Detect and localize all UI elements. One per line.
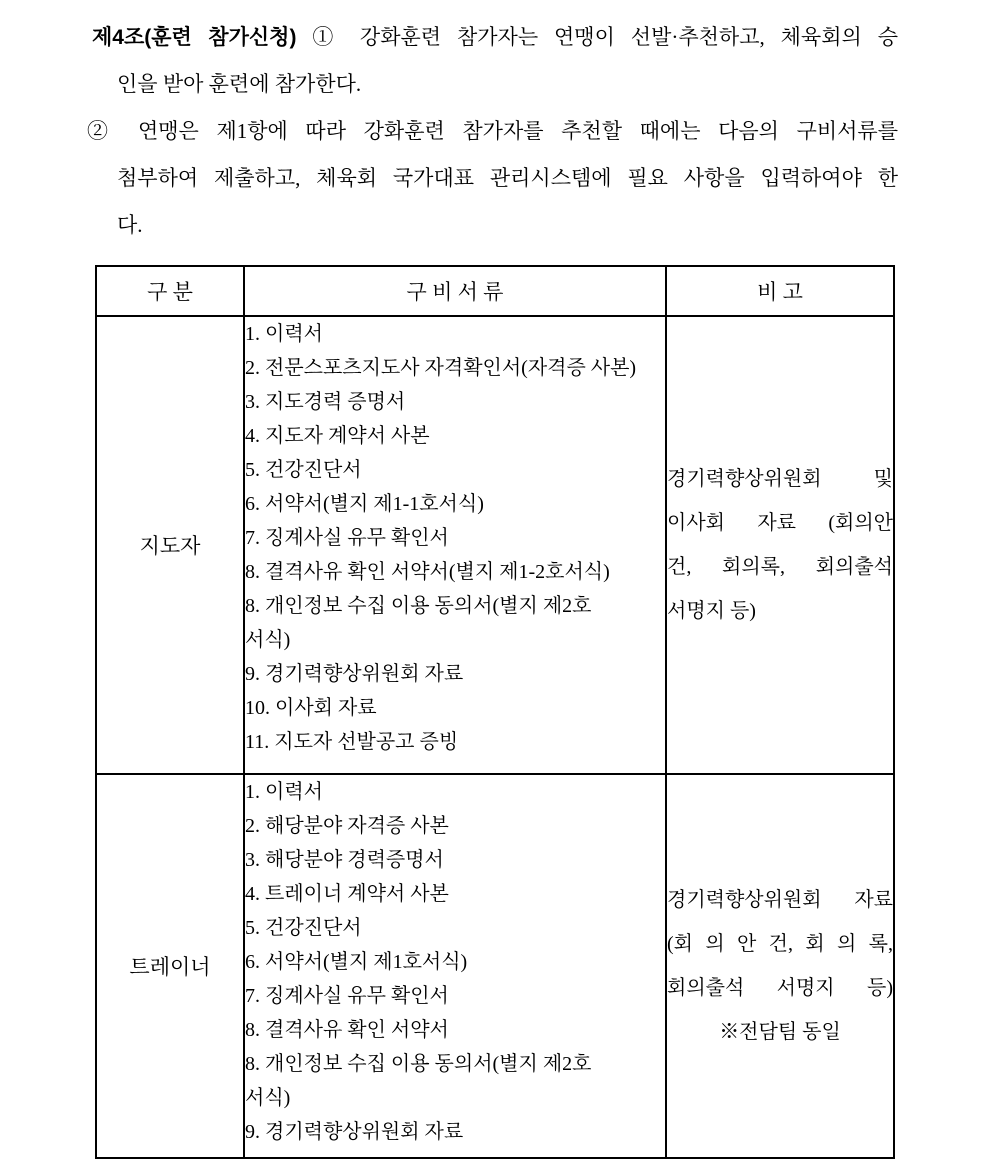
document-line: 5. 건강진단서 — [245, 459, 362, 481]
document-line: 4. 지도자 계약서 사본 — [245, 425, 430, 447]
document-line: 서식) — [245, 629, 291, 651]
document-line: 2. 해당분야 자격증 사본 — [245, 815, 449, 837]
document-line: 9. 경기력향상위원회 자료 — [245, 1121, 464, 1143]
document-line: 1. 이력서 — [245, 781, 323, 803]
remarks-list — [667, 457, 893, 633]
document-line: 4. 트레이너 계약서 사본 — [245, 883, 449, 905]
paragraph-text: ① 강화훈련 참가자는 연맹이 선발·추천하고, 체육회의 승 — [312, 25, 898, 49]
documents-list — [245, 775, 665, 1149]
document-line: 5. 건강진단서 — [245, 917, 362, 939]
category-cell-coach: 지도자 — [96, 316, 244, 774]
paragraph-line: ② 연맹은 제1항에 따라 강화훈련 참가자를 추천할 때에는 다음의 구비서류를 — [87, 119, 898, 143]
remark-line: 서명지 등) — [667, 600, 756, 622]
document-line: 7. 징계사실 유무 확인서 — [245, 527, 449, 549]
article-paragraphs — [87, 14, 898, 249]
document-line: 6. 서약서(별지 제1호서식) — [245, 951, 468, 973]
required-documents-table — [95, 265, 895, 1159]
document-line: 3. 해당분야 경력증명서 — [245, 849, 444, 871]
table-row-trainer — [96, 774, 894, 1158]
paragraph-line: 다. — [117, 213, 143, 237]
remark-line: (회 의 안 건, 회 의 록, — [667, 933, 893, 955]
document-line: 1. 이력서 — [245, 323, 323, 345]
table-header-category: 구 분 — [96, 266, 244, 316]
paragraph-line — [92, 14, 898, 61]
table-header-remarks: 비 고 — [666, 266, 894, 316]
document-line: 7. 징계사실 유무 확인서 — [245, 985, 449, 1007]
remarks-cell-trainer — [666, 774, 894, 1158]
remark-line: 건, 회의록, 회의출석 — [667, 556, 893, 578]
remark-line: 회의출석 서명지 등) — [667, 977, 893, 999]
table-header-row — [96, 266, 894, 316]
document-line: 2. 전문스포츠지도사 자격확인서(자격증 사본) — [245, 357, 637, 379]
documents-cell-trainer — [244, 774, 666, 1158]
remarks-list — [667, 878, 893, 1054]
paragraph-line: 첨부하여 제출하고, 체육회 국가대표 관리시스템에 필요 사항을 입력하여야 한 — [117, 166, 898, 190]
document-line: 서식) — [245, 1087, 291, 1109]
document-line: 9. 경기력향상위원회 자료 — [245, 663, 464, 685]
documents-list — [245, 317, 665, 759]
document-line: 10. 이사회 자료 — [245, 697, 377, 719]
documents-cell-coach — [244, 316, 666, 774]
document-line: 3. 지도경력 증명서 — [245, 391, 406, 413]
article-heading: 제4조(훈련 참가신청) — [92, 26, 297, 49]
document-line: 8. 개인정보 수집 이용 동의서(별지 제2호 — [245, 1053, 592, 1075]
table-header-documents: 구 비 서 류 — [244, 266, 666, 316]
remark-line: 경기력향상위원회 및 — [667, 468, 893, 490]
document-line: 8. 결격사유 확인 서약서(별지 제1-2호서식) — [245, 561, 610, 583]
document-line: 6. 서약서(별지 제1-1호서식) — [245, 493, 484, 515]
paragraph-line: 인을 받아 훈련에 참가한다. — [117, 72, 362, 96]
remark-line: 경기력향상위원회 자료 — [667, 889, 893, 911]
table-row-coach — [96, 316, 894, 774]
document-line: 11. 지도자 선발공고 증빙 — [245, 731, 459, 753]
document-line: 8. 결격사유 확인 서약서 — [245, 1019, 449, 1041]
remarks-cell-coach — [666, 316, 894, 774]
remark-line: ※전담팀 동일 — [719, 1021, 841, 1043]
document-line: 8. 개인정보 수집 이용 동의서(별지 제2호 — [245, 595, 592, 617]
category-cell-trainer: 트레이너 — [96, 774, 244, 1158]
remark-line: 이사회 자료 (회의안 — [667, 512, 893, 534]
